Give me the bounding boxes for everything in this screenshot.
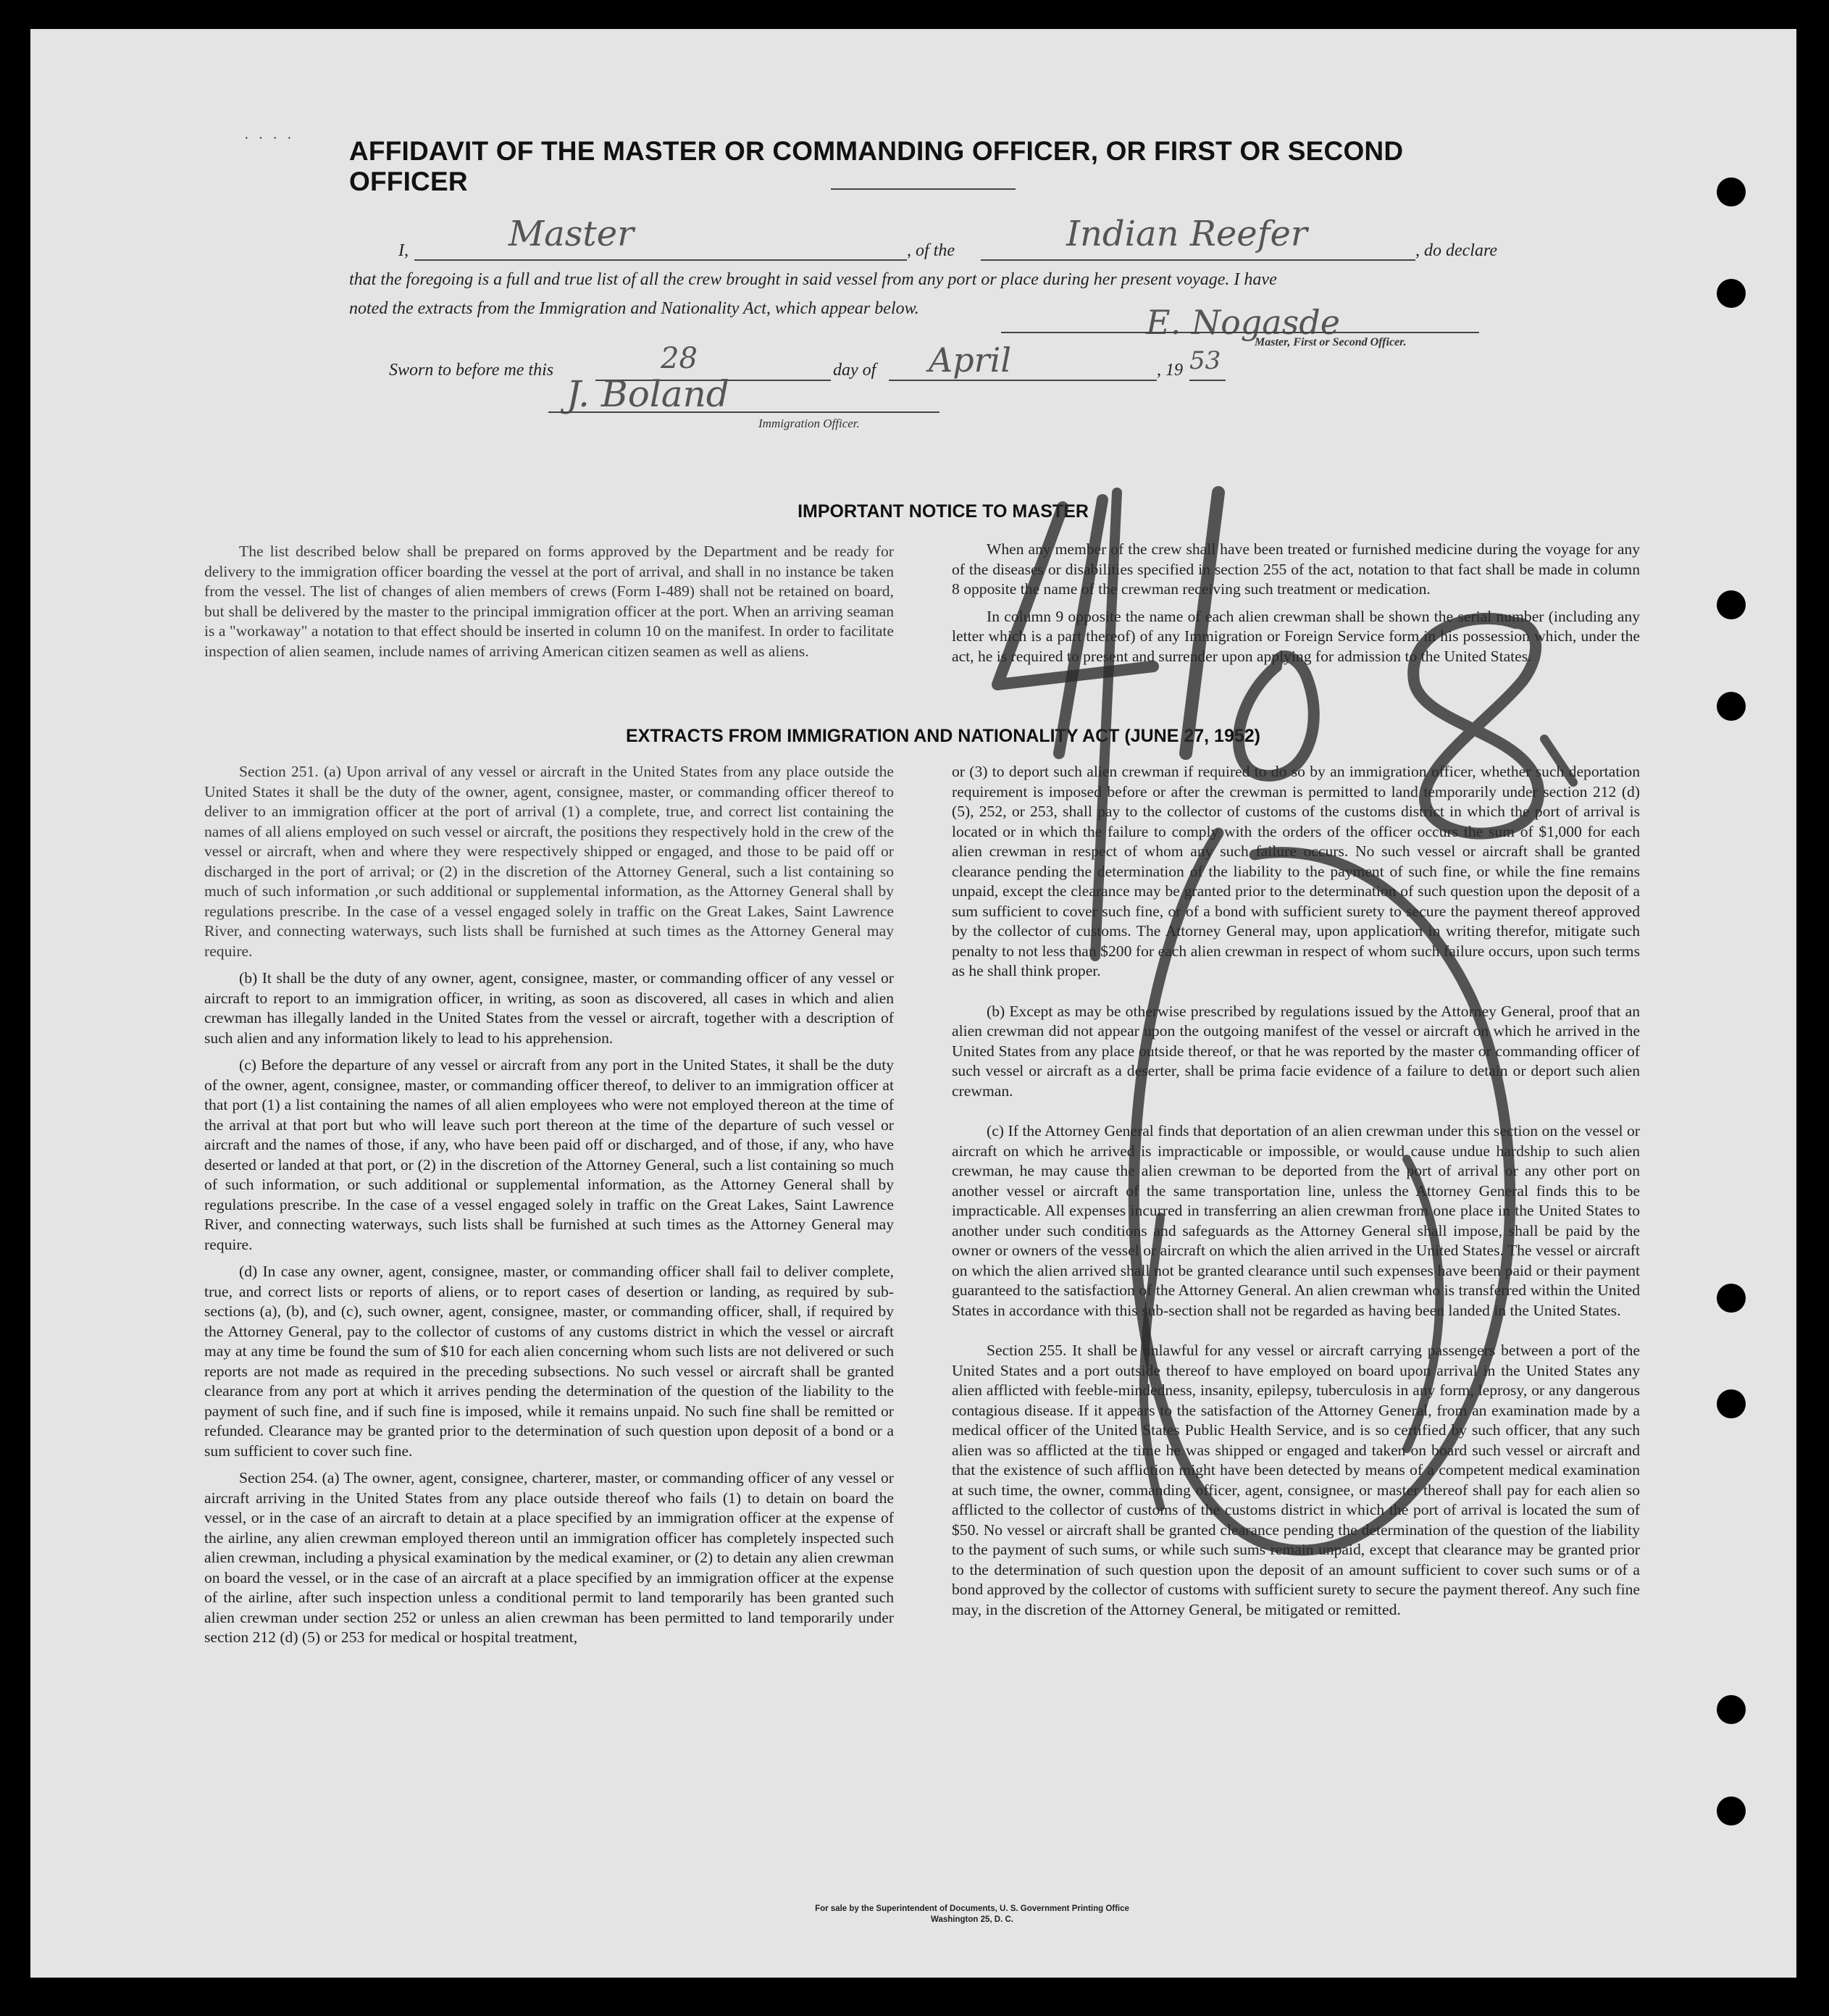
declaration-line-3: noted the extracts from the Immigration and Nationality Act, which appear below. (349, 299, 919, 318)
of-the-label: , of the (907, 241, 955, 260)
extract-right-p3: (c) If the Attorney General finds that deportation of an alien crewman under this section on the vessel or aircraft on which he arrived is impracticable or impossible, or would cause undue hardship to such alien crewman, he may cause the alien crewman to be deported from the port of arrival or any other port on another vessel or aircraft of the same transportation line, unless the Attorney General finds this to be impracticable. All expenses incurred in transferring an alien crewman from one place in the United States to another under such conditions and safeguards as the Attorney General shall impose, shall be paid by the owner or owners of the vessel or aircraft on which the alien arrived in the United States. The vessel or aircraft on which the alien arrived shall not be granted clearance until such expenses have been paid or their payment guaranteed to the satisfaction of the Attorney General. An alien crewman who is transferred within the United States in accordance with this sub-section shall not be regarded as having been landed in the United States. (952, 1122, 1640, 1319)
crayon-scrawl (30, 29, 1796, 1978)
officer-signature: J. Boland (566, 373, 729, 415)
master-name-handwritten: Master (508, 214, 635, 254)
extract-left-p1: Section 251. (a) Upon arrival of any vessel or aircraft in the United States from any place outside the United States it shall be the duty of the owner, agent, consignee, master, or commanding officer thereof to deliver to an immigration officer at the port of arrival (1) a complete, true, and correct list containing the names of all aliens employed on such vessel or aircraft, the positions they respectively hold in the crew of the vessel or aircraft, when and where they were respectively shipped or engaged, and those to be paid off or discharged in the port of arrival; or (2) in the discretion of the Attorney General, such a list containing so much of such information ,or such additional or supplemental information, as the Attorney General shall by regulations prescribe. In the case of a vessel engaged solely in traffic on the Great Lakes, Saint Lawrence River, and connecting waterways, such lists shall be furnished at such times as the Attorney General may require. (204, 763, 894, 960)
month-handwritten: April (929, 340, 1012, 380)
notice-right-p2: In column 9 opposite the name of each alien crewman shall be shown the serial number (including any letter which is a part thereof) of any Immigration or Foreign Service form in his possession which, under the act, he is required to present and surrender upon applying for admission to the United States. (952, 607, 1640, 665)
declaration-line-2: that the foregoing is a full and true list of all the crew brought in said vessel from any port or place during her present voyage. I have (349, 270, 1277, 289)
extracts-heading: EXTRACTS FROM IMMIGRATION AND NATIONALITY ACT (JUNE 27, 1952) (626, 726, 1260, 746)
master-signature: E. Nogasde (1146, 303, 1340, 342)
sworn-label: Sworn to before me this (389, 361, 554, 380)
extract-left-p3: (c) Before the departure of any vessel or aircraft from any port in the United States, it shall be the duty of the owner, agent, consignee, master, or commanding officer thereof, to deliver to an immigration officer at that port (1) a list containing the names of all alien employees who were not employed thereon at the time of the arrival at that port but who will leave such port thereon at the time of the departure of such vessel or aircraft and the names of those, if any, who have been paid off or discharged, and of those, if any, who have deserted or landed at that port, or (2) in the discretion of the Attorney General, such a list containing so much of such information, or such additional or supplemental information, as the Attorney General shall by regulations prescribe. In the case of a vessel engaged solely in traffic on the Great Lakes, Saint Lawrence River, and connecting waterways, such lists shall be furnished at such times as the Attorney General may require. (204, 1056, 894, 1253)
extract-right-p1: or (3) to deport such alien crewman if required to do so by an immigration officer, whether such deportation requirement is imposed before or after the crewman is permitted to land temporarily under section 212 (d) (5), 252, or 253, shall pay to the collector of customs of the customs district in which the port of arrival is located or in which the failure to comply with the orders of the officer occurs the sum of $1,000 for each alien crewman in respect of whom any such failure occurs. No such vessel or aircraft shall be granted clearance pending the determination of the liability to the payment of such fine, or while the fine remains unpaid, except the clearance may be granted prior to the determination of such question upon the deposit of a sum sufficient to cover such fine, or of a bond with sufficient surety to secure the payment thereof approved by the collector of customs. The Attorney General may, upon application in writing therefor, mitigate such penalty to not less than $200 for each alien crewman in respect of whom such failure occurs, upon such terms as he shall think proper. (952, 763, 1640, 979)
footer-line-1: For sale by the Superintendent of Documents, U. S. Government Printing Office (815, 1904, 1129, 1913)
extract-right-p2: (b) Except as may be otherwise prescribed by regulations issued by the Attorney General, proof that an alien crewman did not appear upon the outgoing manifest of the vessel or aircraft on which he arrived in the United States from any place outside thereof, or that he was reported by the master or commanding officer of such vessel or aircraft as a deserter, shall be prima facie evidence of a failure to detain or deport such alien crewman. (952, 1002, 1640, 1100)
year-prefix: , 19 (1157, 361, 1183, 380)
extract-left-p5: Section 254. (a) The owner, agent, consignee, charterer, master, or commanding officer of any vessel or aircraft arriving in the United States from any place outside thereof who fails (1) to detain on board the vessel, or in the case of an aircraft to detain at a place specified by an immigration officer at the expense of the airline, any alien crewman employed thereon until an immigration officer has completely inspected such alien crewman, including a physical examination by the medical examiner, or (2) to detain any alien crewman on board the vessel, or in the case of an aircraft at a place specified by an immigration officer at the expense of the airline, after such inspection unless a conditional permit to land temporarily has been granted such alien crewman under section 252 or unless an alien crewman has been permitted to land temporarily under section 212 (d) (5) or 253 for medical or hospital treatment, (204, 1469, 894, 1646)
form-title: AFFIDAVIT OF THE MASTER OR COMMANDING OFFICER, OR FIRST OR SECOND OFFICER (349, 136, 1404, 196)
vessel-name-handwritten: Indian Reefer (1066, 214, 1307, 254)
header-marks: · · · · (244, 130, 295, 146)
notice-right-p1: When any member of the crew shall have been treated or furnished medicine during the voyage for any of the diseases or disabilities specified in section 255 of the act, notation to that fact shall be made in column 8 opposite the name of the crewman receiving such treatment or medication. (952, 540, 1640, 598)
year-handwritten: 53 (1189, 346, 1221, 375)
do-declare-label: , do declare (1415, 241, 1498, 260)
day-of-label: day of (833, 361, 876, 380)
extract-left-p2: (b) It shall be the duty of any owner, agent, consignee, master, or commanding officer of any vessel or aircraft to report to an immigration officer, in writing, as soon as discovered, all cases in which and alien crewman has illegally landed in the United States from the vessel or aircraft, together with a description of such alien and any information likely to lead to his apprehension. (204, 969, 894, 1047)
i-label: I, (398, 241, 409, 260)
extract-right-p4: Section 255. It shall be unlawful for any vessel or aircraft carrying passengers between a port of the United States and a port outside thereof to have employed on board upon arrival in the United States any alien afflicted with feeble-mindedness, insanity, epilepsy, tuberculosis in any form, leprosy, or any dangerous contagious disease. If it appears to the satisfaction of the Attorney General, from an examination made by a medical officer of the United States Public Health Service, and is so certified by such officer, that any such alien was so afflicted at the time he was shipped or engaged and taken on board such vessel or aircraft and that the existence of such affliction might have been detected by means of a competent medical examination at such time, the owner, commanding officer, agent, consignee, or master thereof shall pay for each alien so afflicted to the collector of customs of the customs district in which the port of arrival is located the sum of $50. No vessel or aircraft shall be granted clearance pending the determination of the question of the liability to the payment of such sums, or while such sums remain unpaid, except that clearance may be granted prior to the determination of such question upon the deposit of an amount sufficient to cover such sums or of a bond approved by the collector of customs with sufficient surety to secure the payment thereof. Any such fine may, in the discretion of the Attorney General, be mitigated or remitted. (952, 1342, 1640, 1618)
officer-caption: Immigration Officer. (758, 417, 860, 430)
notice-heading: IMPORTANT NOTICE TO MASTER (798, 501, 1089, 522)
signature-caption: Master, First or Second Officer. (1255, 336, 1407, 348)
day-handwritten: 28 (661, 342, 698, 375)
notice-left-text: The list described below shall be prepared on forms approved by the Department and be ready for delivery to the immigration officer boarding the vessel at the port of arrival, and shall in no instance be taken from the vessel. The list of changes of alien members of crews (Form I-489) shall not be retained on board, but shall be delivered by the master to the principal immigration officer at the port. When an arriving seaman is a "workaway" a notation to that effect should be inserted in column 10 on the manifest. In order to facilitate inspection of alien seamen, include names of arriving American citizen seamen as well as aliens. (204, 543, 894, 660)
extract-left-p4: (d) In case any owner, agent, consignee, master, or commanding officer shall fail to deliver complete, true, and correct lists or reports of aliens, or to report cases of desertion or landing, as required by sub-sections (a), (b), and (c), such owner, agent, consignee, master, or commanding officer, shall, if required by the Attorney General, pay to the collector of customs of any customs district in which the vessel or aircraft may at any time be found the sum of $10 for each alien concerning whom such lists are not delivered or such reports are not made as required in the preceding subsections. No such vessel or aircraft shall be granted clearance from any port at which it arrives pending the determination of the question of the liability to the payment of such fine, and if such fine is imposed, while it remains unpaid. No such fine shall be remitted or refunded. Clearance may be granted prior to the determination of such question upon deposit of a bond or a sum sufficient to cover such fine. (204, 1263, 894, 1460)
footer-line-2: Washington 25, D. C. (931, 1915, 1013, 1924)
document-page (30, 29, 1796, 1978)
